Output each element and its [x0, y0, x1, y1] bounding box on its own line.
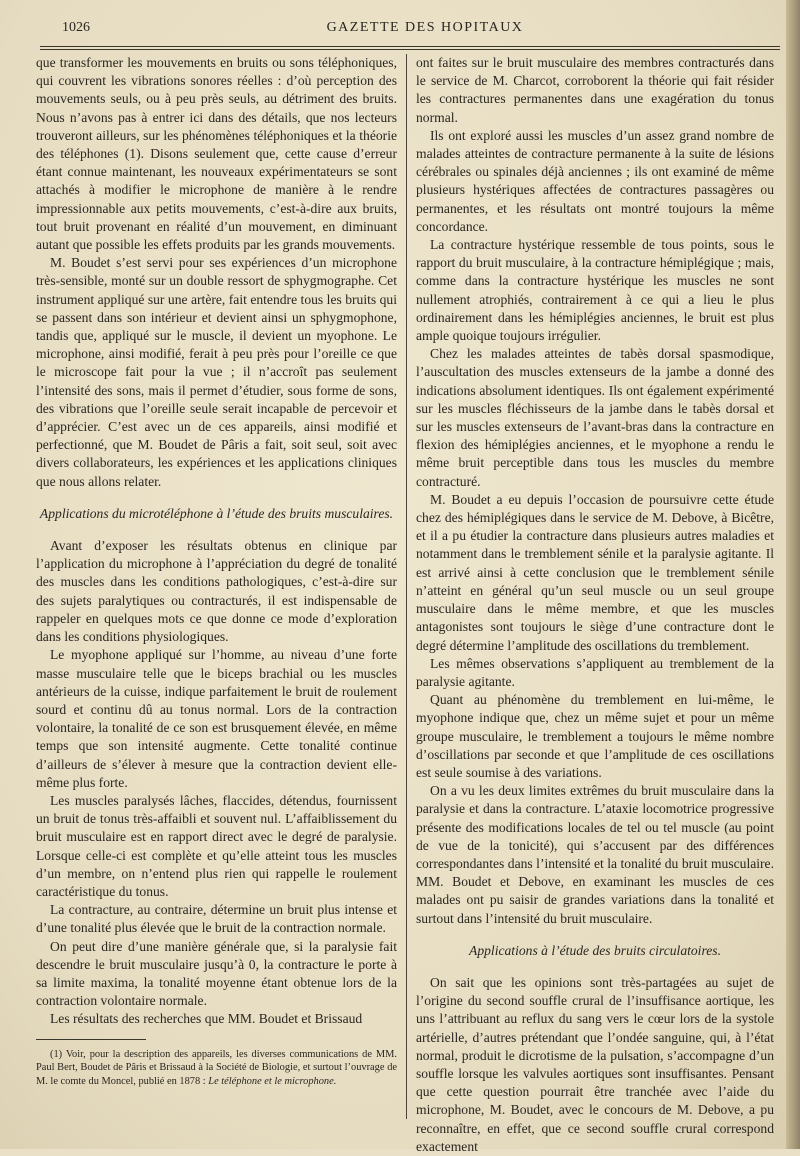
paragraph: Les mêmes observations s’appliquent au tremblement de la paralysie agitante. — [416, 655, 774, 689]
footnote-text: (1) Voir, pour la description des appareils, les diverses communications de MM. Paul Bert, Boudet de Pâris et Brissaud à la Société de Biologie, et surtout l’ouvrage de M. le comte du Moncel, publié en 1878 : — [36, 1048, 397, 1088]
section-title: Applications à l’étude des bruits circulatoires. — [469, 942, 721, 958]
right-column — [416, 54, 774, 1156]
paragraph: On peut dire d’une manière générale que, si la paralysie fait descendre le bruit musculaire jusqu’à 0, la contracture le porte à sa limite maxima, la tonalité moyenne étant obtenue lors de la contraction volontaire normale. — [36, 938, 397, 1009]
paragraph: Avant d’exposer les résultats obtenus en clinique par l’application du microphone à l’appréciation du degré de tonalité des muscles dans les conditions pathologiques, c’est-à-dire sur des sujets paralytiques ou contracturés, il est indispensable de rappeler en quelques mots ce que donne ce mode d’exploration dans les conditions physiologiques. — [36, 538, 397, 645]
paragraph: Les résultats des recherches que MM. Boudet et Brissaud — [50, 1011, 363, 1027]
paragraph: Les muscles paralysés lâches, flaccides, détendus, fournissent un bruit de tonus très-affaibli et souvent nul. L’affaiblissement du bruit musculaire est en rapport direct avec le degré de paralysie. Lorsque celle-ci est complète et qu’elle atteint tous les muscles d’un membre, on n’entend plus rien qui rappelle le roulement caractéristique du tonus. — [36, 792, 397, 899]
paragraph: M. Boudet s’est servi pour ses expériences d’un microphone très-sensible, monté sur un double ressort de sphygmographe. Cet instrument appliqué sur une artère, fait entendre tous les bruits qui se passent dans son intérieur et devient ainsi un sphygmophone, tandis que, appliqué sur le muscle, il devient un myophone. Le microphone, ainsi modifié, ferait à peu près pour l’oreille ce que le microscope fait pour la vue ; il n’accroît pas seulement l’intensité des sons, mais il permet d’étudier, sous forme de sons, des vibrations que l’oreille seule serait incapable de percevoir et d’apprécier. C’est avec un de ces appareils, ainsi modifié et perfectionné, que M. Boudet de Pâris a fait, soit seul, soit avec divers collaborateurs, les expériences et les applications cliniques que nous allons relater. — [36, 255, 397, 489]
paragraph: M. Boudet a eu depuis l’occasion de poursuivre cette étude chez des hémiplégiques dans le service de M. Debove, à Bicêtre, et il a pu étudier la contracture dans plusieurs autres maladies et notamment dans le tremblement sénile et la paralysie agitante. Il est arrivé ainsi à cette conclusion que le tremblement sénile n’atteint en général qu’un seul muscle ou un seul groupe musculaire dans le même membre, et que les muscles antagonistes sont toujours le siège d’une contracture dont le degré détermine l’amplitude des oscillations du tremblement. — [416, 491, 774, 653]
page-edge-shadow — [786, 0, 800, 1149]
paragraph: La contracture, au contraire, détermine un bruit plus intense et d’une tonalité plus élevée que le bruit de la contraction normale. — [36, 902, 397, 936]
paragraph: Le myophone appliqué sur l’homme, au niveau d’une forte masse musculaire telle que le biceps brachial ou les muscles antérieurs de la cuisse, indique parfaitement le bruit de roulement sourd et continu dû au tonus normal. Lors de la contraction volontaire, la tonalité de ce son est brusquement élevée, en même temps que son intensité augmente. Cette tonalité continue d’ailleurs de s’élever à mesure que la contraction devient elle-même plus forte. — [36, 647, 397, 790]
page-number: 1026 — [62, 20, 90, 35]
paragraph: Quant au phénomène du tremblement en lui-même, le myophone indique que, chez un même sujet et pour un même groupe musculaire, le tremblement a toujours le même nombre d’oscillations par seconde et que l’amplitude de ces oscillations est seule soumise à des variations. — [416, 692, 774, 780]
paragraph: On sait que les opinions sont très-partagées au sujet de l’origine du second souffle crural de l’insuffisance aortique, les uns l’attribuant au reflux du sang vers le cœur lors de la systole artérielle, d’autres prétendant que l’ondée sanguine, qui, à l’état normal, produit le dicrotisme de la pulsation, s’accompagne d’un souffle lorsque les valvules aortiques sont insuffisantes. Pensant que cette question pourrait être tranchée avec l’aide du microphone, M. Boudet, avec le concours de M. Debove, a pu reconnaître, en effet, que ce second souffle crural correspond exactement — [416, 974, 774, 1154]
paragraph: ont faites sur le bruit musculaire des membres contracturés dans le service de M. Charcot, corroborent la théorie qui fait résider les contractures permanentes dans une exagération du tonus normal. — [416, 55, 774, 125]
header-rule — [40, 46, 780, 47]
section-title: Applications du microtéléphone à l’étude des bruits musculaires. — [39, 505, 394, 521]
paragraph: La contracture hystérique ressemble de tous points, sous le rapport du bruit musculaire, à la contracture hémiplégique ; mais, comme dans la contracture hystérique les muscles ne sont nullement atrophiés, contrairement à ce qui a lieu le plus ordinairement dans les hémiplégies anciennes, le bruit est plus ample quoique toujours irrégulier. — [416, 237, 774, 344]
paragraph: que transformer les mouvements en bruits ou sons téléphoniques, qui couvrent les vibrations sonores réelles : d’où perception des mouvements seuls, ou à peu près seuls, au détriment des bruits. Nous n’avons pas à entrer ici dans des détails, que nos lecteurs trouveront ailleurs, sur les phénomènes téléphoniques et la théorie des téléphones (1). Disons seulement que, cette cause d’erreur étant connue maintenant, les nouveaux expérimentateurs se sont attachés à modifier le microphone de manière à le rendre impressionnable aux petits mouvements, c’est-à-dire aux bruits, tout bruit provenant en réalité d’un mouvement, en diminuant autant que possible les effets produits par les grands mouvements. — [36, 55, 397, 253]
paragraph: Ils ont exploré aussi les muscles d’un assez grand nombre de malades atteintes de contracture permanente à la suite de lésions cérébrales ou spinales déjà anciennes ; ils ont examiné de même plusieurs hystériques affectées de contractures passagères ou permanentes, et les résultats ont montré toujours la même concordance. — [416, 127, 774, 234]
paragraph: On a vu les deux limites extrêmes du bruit musculaire dans la paralysie et dans la contracture. L’ataxie locomotrice progressive présente des modifications locales de tel ou tel muscle (au point de vue de la tonicité), qui s’accusent par des différences correspondantes dans l’intensité et la tonalité du bruit musculaire. MM. Boudet et Debove, en examinant les muscles de ces malades ont pu saisir de grandes variations dans la tonalité et surtout dans l’intensité du bruit musculaire. — [416, 783, 774, 926]
footnote-book-title: Le téléphone et le microphone. — [208, 1076, 337, 1088]
column-divider — [406, 54, 407, 1119]
left-column — [36, 54, 397, 1089]
page-header — [0, 0, 800, 48]
footnote — [36, 1048, 397, 1089]
paragraph: Chez les malades atteintes de tabès dorsal spasmodique, l’auscultation des muscles extenseurs de la jambe a donné des indications absolument identiques. Ils ont également expérimenté sur les muscles fléchisseurs de la jambe dans le tabès dorsal et sur les muscles extenseurs de l’avant-bras dans la contracture en flexion des hémiplégies anciennes, et le myophone a rendu le même bruit perceptible dans tous les muscles du membre contracturé. — [416, 346, 774, 489]
journal-title: GAZETTE DES HOPITAUX — [326, 20, 524, 35]
footnote-rule — [36, 1039, 146, 1040]
header-rule-double — [40, 49, 780, 50]
